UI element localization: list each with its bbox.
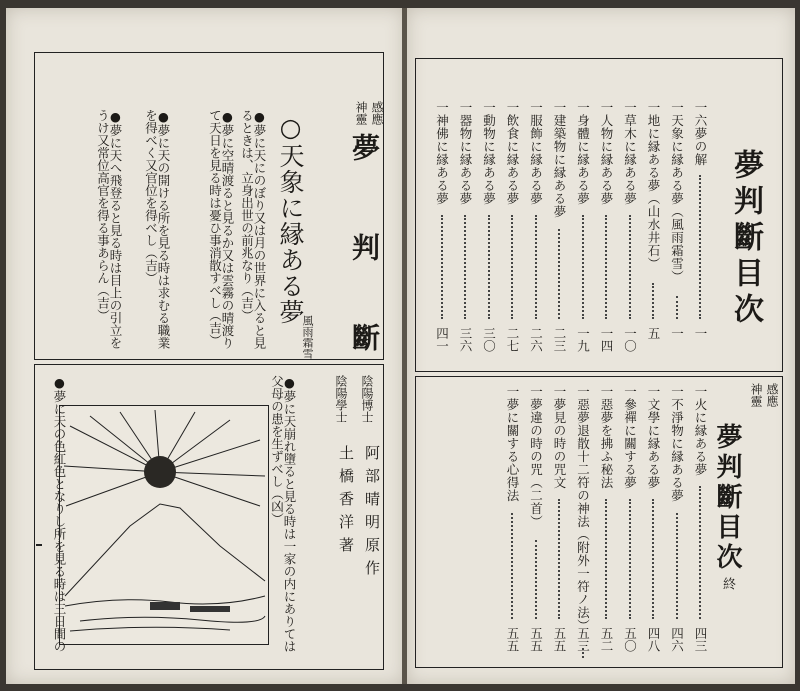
toc-item: 一身體に縁ある夢	[575, 101, 591, 205]
toc-page-number: 四六	[669, 627, 685, 652]
credit-name-1: 阿部晴明原作	[363, 445, 381, 583]
toc-leader-dots	[464, 215, 466, 319]
toc-item: 一夢見の時の咒文	[552, 385, 567, 489]
toc-page-number: 四八	[646, 627, 661, 652]
title-char-1: 夢	[348, 133, 381, 161]
credit-role-1: 陰陽博士	[360, 375, 374, 423]
toc-leader-dots	[676, 296, 678, 319]
toc-page-number: 四三	[693, 627, 708, 652]
left-page	[6, 8, 404, 684]
toc-page-number: 二七	[505, 327, 520, 352]
toc-item: 一夢に關する心得法	[505, 385, 520, 502]
main-text-box	[34, 52, 384, 360]
lower-text-box	[34, 364, 384, 670]
bottom-entry-2: ●夢に天の色紅色となりし所を見る時は三日間の	[52, 375, 67, 653]
toc-leader-dots	[535, 215, 537, 319]
credit-name-2: 土橋香洋著	[337, 445, 355, 560]
toc-item: 一動物に縁ある夢	[481, 101, 497, 205]
toc-leader-dots	[699, 486, 701, 620]
toc-page-number: 二六	[528, 327, 544, 352]
toc-leader-dots	[558, 229, 560, 320]
toc-page-number: 一	[669, 327, 685, 340]
toc-leader-dots	[511, 513, 513, 620]
toc-page-number: 五五	[528, 627, 544, 652]
section-title: ○天象に縁ある夢	[276, 113, 305, 325]
toc-page-number: 一〇	[622, 327, 638, 352]
toc-page-number: 一	[693, 327, 708, 340]
toc-item: 一飲食に縁ある夢	[505, 101, 520, 205]
entry-1: ●夢に天にのぼり又は月の世界に入ると見るときは、立身出世の前兆なり（吉）	[239, 109, 267, 349]
toc-leader-dots	[699, 175, 701, 320]
toc-item: 一服飾に縁ある夢	[528, 101, 544, 205]
toc-leader-dots	[511, 215, 513, 319]
toc-page-number: 五三	[575, 627, 591, 652]
credit-role-2: 陰陽學士	[334, 375, 348, 423]
toc2-series-1: 神靈	[749, 383, 763, 407]
toc-page-number: 五五	[505, 627, 520, 652]
toc-leader-dots	[652, 283, 654, 320]
toc-leader-dots	[605, 499, 607, 619]
toc-leader-dots	[441, 215, 443, 319]
toc-leader-dots	[488, 215, 490, 319]
margin-mark	[36, 544, 42, 546]
toc-leader-dots	[605, 215, 607, 319]
toc2-end-mark: 終	[720, 577, 735, 590]
toc-item: 一器物に縁ある夢	[458, 101, 473, 205]
series-label-2: 感應	[370, 101, 384, 125]
entry-4: ●夢に天へ飛登ると見る時は目上の引立をうけ又常位高官を得る事あらん（吉）	[95, 109, 123, 349]
toc-leader-dots	[629, 499, 631, 619]
toc-page-number: 五	[646, 327, 661, 340]
series-label-1: 神靈	[354, 101, 368, 125]
toc-box-2	[415, 376, 783, 668]
toc-page-number: 一四	[599, 327, 614, 352]
section-note: 風雨霜雪	[301, 315, 314, 359]
title-char-3: 斷	[348, 323, 381, 351]
toc-item: 一草木に縁ある夢	[622, 101, 638, 205]
toc-item: 一惡夢退散十二符の神法（附外一符ノ法）	[575, 385, 591, 632]
toc-item: 一惡夢を拂ふ秘法	[599, 385, 614, 489]
toc-item: 一人物に縁ある夢	[599, 101, 614, 205]
toc-item: 一夢違の時の咒（二首）	[528, 385, 544, 528]
entry-2: ●夢に空晴渡ると見るか又は雲霧の晴渡りて天日を見る時は憂ひ事消散すべし（吉）	[207, 109, 235, 349]
entry-3: ●夢に天の開ける所を見る時は求むる職業を得べく又官位を得べし（吉）	[143, 109, 171, 349]
toc-item: 一天象に縁ある夢（風雨霜雪）	[669, 101, 685, 283]
toc2-series-2: 感應	[765, 383, 779, 407]
toc-leader-dots	[676, 513, 678, 620]
sun-mountain-illustration	[59, 405, 269, 645]
toc-leader-dots	[535, 540, 537, 620]
toc-item: 一火に縁ある夢	[693, 385, 708, 476]
toc-item: 一參禪に關する夢	[622, 385, 638, 489]
bottom-entry-1: ●夢に天崩れ墮ると見る時は一家の内にありては父母の患を生ずべし（凶）	[269, 375, 297, 653]
toc-page-number: 一九	[575, 327, 591, 352]
toc-leader-dots	[558, 499, 560, 619]
toc-item: 一建築物に縁ある夢	[552, 101, 567, 218]
toc-item: 一神佛に縁ある夢	[434, 101, 450, 205]
sun-illustration-svg	[60, 406, 268, 644]
toc-page-number: 四一	[434, 327, 450, 352]
toc-page-number: 三〇	[481, 327, 497, 352]
toc-title: 夢判斷目次	[728, 149, 763, 329]
toc-page-number: 五五	[552, 627, 567, 652]
title-char-2: 判	[348, 233, 381, 261]
toc-page-number: 五二	[599, 627, 614, 652]
toc-box	[415, 58, 783, 372]
toc-page-number: 三六	[458, 327, 473, 352]
right-page	[407, 8, 795, 684]
toc-item: 一不淨物に縁ある夢	[669, 385, 685, 502]
toc-leader-dots	[652, 499, 654, 619]
toc-page-number: 二三	[552, 327, 567, 352]
toc-leader-dots	[582, 215, 584, 319]
toc-item: 一六夢の解	[693, 101, 708, 166]
toc-item: 一地に縁ある夢（山水井石）	[646, 101, 661, 270]
toc-page-number: 五〇	[622, 627, 638, 652]
toc-leader-dots	[629, 215, 631, 319]
toc2-title: 夢判斷目次	[712, 423, 742, 573]
toc-item: 一文學に縁ある夢	[646, 385, 661, 489]
